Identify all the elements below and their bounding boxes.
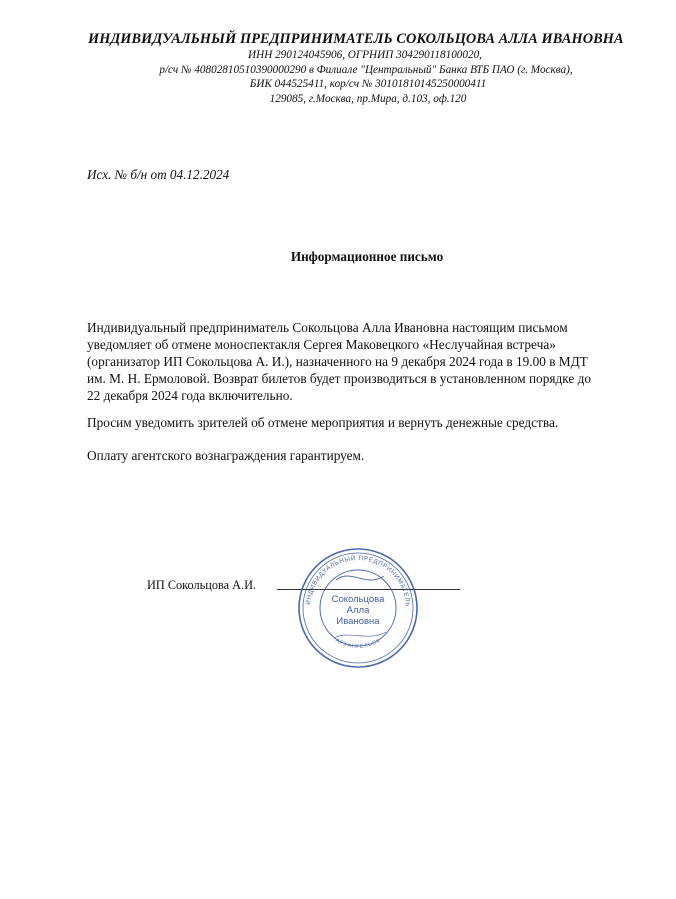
stamp-bottom-text: АРХАНГЕЛЬСК xyxy=(334,637,382,651)
company-stamp xyxy=(296,546,420,670)
stamp-center-surname: Сокольцова xyxy=(331,594,385,605)
stamp-center-patronymic: Ивановна xyxy=(336,616,380,627)
bik-line: БИК 044525411, кор/сч № 30101810145250000411 xyxy=(249,78,487,90)
address-line: 129085, г.Москва, пр.Мира, д.103, оф.120 xyxy=(269,92,467,105)
body-paragraph-request: Просим уведомить зрителей об отмене мероприятия и вернуть денежные средства. xyxy=(87,415,559,430)
stamp-seal-icon xyxy=(296,546,420,670)
signer-name: ИП Сокольцова А.И. xyxy=(147,578,257,592)
outgoing-reference: Исх. № б/н от 04.12.2024 xyxy=(87,167,230,182)
letter-body xyxy=(87,319,647,474)
body-paragraph-guarantee: Оплату агентского вознаграждения гарантируем. xyxy=(87,448,365,463)
body-paragraph-notice: Индивидуальный предприниматель Сокольцова Алла Ивановна настоящим письмом уведомляет об отмене моноспектакля Сергея Маковецкого «Неслучайная встреча» (организатор ИП Сокольцова А. И.), назначенного на 9 декабря 2024 года в 19.00 в МДТ им. М. Н. Ермоловой. Возврат билетов будет производиться в установленном порядке до 22 декабря 2024 года включительно. xyxy=(87,320,592,403)
inn-ogrnip-line: ИНН 290124045906, ОГРНИП 304290118100020, xyxy=(248,49,482,61)
svg-text:АРХАНГЕЛЬСК xyxy=(334,638,382,650)
letterhead xyxy=(0,30,676,106)
bank-account-line: р/сч № 40802810510390000290 в Филиале "Центральный" Банка ВТБ ПАО (г. Москва), xyxy=(159,63,573,76)
company-name: ИНДИВИДУАЛЬНЫЙ ПРЕДПРИНИМАТЕЛЬ СОКОЛЬЦОВА АЛЛА ИВАНОВНА xyxy=(88,31,624,47)
document-title: Информационное письмо xyxy=(290,249,444,264)
stamp-center-name: Алла xyxy=(346,605,370,616)
stamp-ring-text: ИНДИВИДУАЛЬНЫЙ ПРЕДПРИНИМАТЕЛЬ xyxy=(305,554,412,608)
